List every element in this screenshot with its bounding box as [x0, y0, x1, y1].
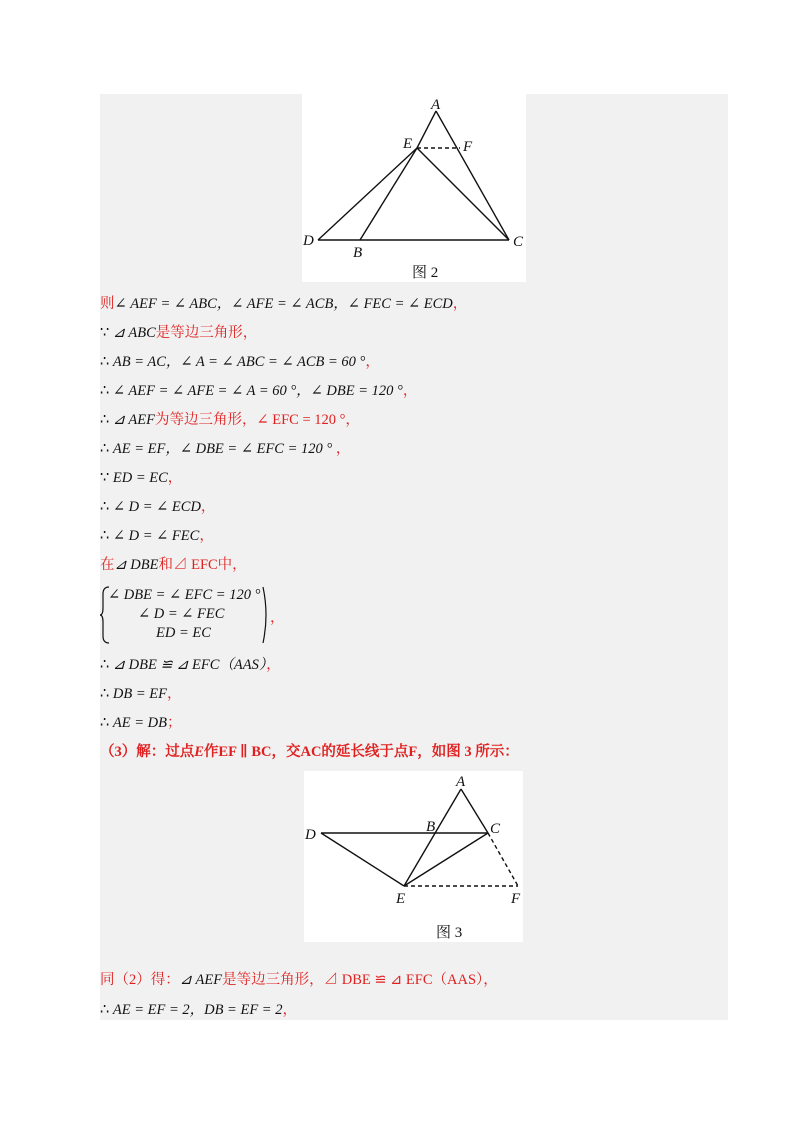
segment-AC — [461, 789, 488, 833]
proof-line-12: ∴ DB = EF， — [100, 686, 182, 702]
proof-line-3: ∴ AB = AC，∠ A = ∠ ABC = ∠ ACB = 60 °， — [100, 354, 380, 370]
segment-EC — [404, 833, 488, 886]
label-F: F — [511, 891, 521, 907]
segment-DE — [321, 833, 404, 886]
proof-line-9: ∴ ∠ D = ∠ FEC， — [100, 528, 214, 544]
figure-2-diagram — [302, 94, 526, 282]
proof-line-10: 在⊿ DBE和⊿ EFC中， — [100, 557, 247, 573]
segment-EC — [417, 148, 509, 240]
label-D: D — [305, 827, 316, 843]
proof-line-14: 同（2）得：⊿ AEF是等边三角形，⊿ DBE ≌ ⊿ EFC（AAS）， — [100, 972, 498, 988]
proof-line-8: ∴ ∠ D = ∠ ECD， — [100, 499, 216, 515]
label-A: A — [456, 774, 466, 790]
figure-2 — [302, 94, 526, 282]
label-B: B — [353, 245, 363, 261]
label-E: E — [403, 136, 413, 152]
condition-system — [100, 586, 285, 644]
segment-DE — [318, 148, 417, 240]
condition-tail: ， — [270, 610, 285, 626]
proof-line-7: ∵ ED = EC， — [100, 470, 183, 486]
segment-AC — [436, 111, 509, 240]
right-paren — [262, 586, 270, 644]
proof-line-2: ∵ ⊿ ABC是等边三角形， — [100, 325, 258, 341]
figure-2-caption: 图 2 — [412, 265, 439, 281]
label-A: A — [431, 97, 441, 113]
segment-AE — [404, 789, 461, 886]
segment-AE — [417, 111, 436, 148]
label-F: F — [463, 139, 473, 155]
proof-line-6: ∴ AE = EF，∠ DBE = ∠ EFC = 120 ° ， — [100, 441, 351, 457]
segment-EB — [360, 148, 417, 240]
label-C: C — [513, 234, 524, 250]
proof-line-13: ∴ AE = DB； — [100, 715, 182, 731]
condition-row-2: ∠ D = ∠ FEC — [138, 606, 225, 622]
condition-row-1: ∠ DBE = ∠ EFC = 120 ° — [108, 587, 261, 603]
part-3-heading: （3）解：过点E作EF ∥ BC，交AC的延长线于点F，如图 3 所示： — [100, 744, 519, 760]
label-C: C — [490, 821, 501, 837]
proof-line-5: ∴ ⊿ AEF为等边三角形，∠ EFC = 120 °， — [100, 412, 360, 428]
label-D: D — [303, 233, 314, 249]
proof-line-1: 则∠ AEF = ∠ ABC，∠ AFE = ∠ ACB，∠ FEC = ∠ ECD， — [100, 296, 468, 312]
proof-line-4: ∴ ∠ AEF = ∠ AFE = ∠ A = 60 °，∠ DBE = 120 °， — [100, 383, 418, 399]
proof-line-11: ∴ ⊿ DBE ≌ ⊿ EFC（AAS）， — [100, 657, 281, 673]
figure-3-diagram — [304, 771, 523, 942]
label-B: B — [426, 819, 436, 835]
label-E: E — [396, 891, 406, 907]
figure-3-caption: 图 3 — [436, 925, 463, 941]
figure-3 — [304, 771, 523, 942]
segment-CF-dashed — [488, 833, 518, 886]
condition-row-3: ED = EC — [156, 625, 211, 641]
proof-line-15: ∴ AE = EF = 2，DB = EF = 2， — [100, 1002, 297, 1018]
